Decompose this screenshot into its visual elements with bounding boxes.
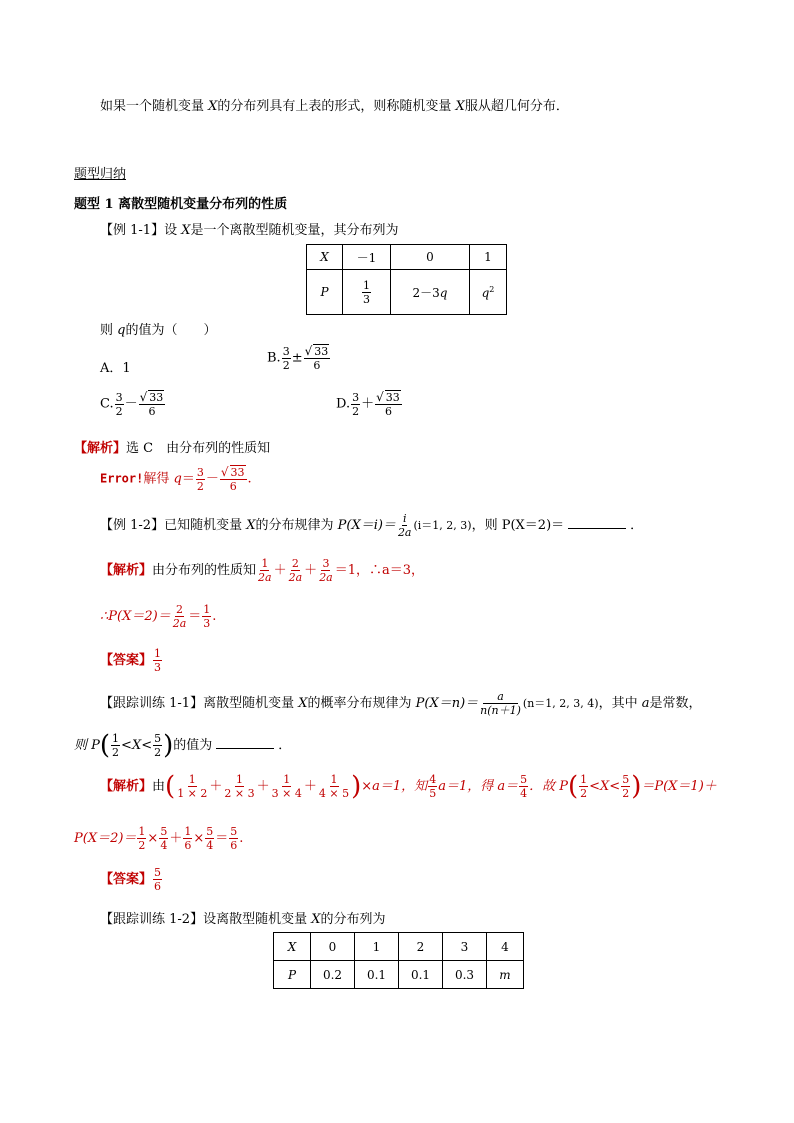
answer-label: 【答案】 [100,653,153,668]
option-c [100,390,166,418]
var-x: X [311,912,321,927]
operator: － [124,396,138,412]
var-a: a [641,696,650,711]
example-1-1-statement [100,219,399,238]
solution-label: 【解析】 [74,441,127,456]
denominator: 3 [363,292,370,306]
training-label: 【跟踪训练 1-1】 [100,696,204,711]
radicand: 33 [314,345,329,358]
text: ，其中 [598,696,642,711]
table-cell: 0.2 [311,961,355,989]
text: ，则 P(X＝2)＝ [471,518,565,533]
option-label: C. [100,396,114,412]
text: ＝P(X＝1)＋ [641,779,717,794]
text: a＝1，得 a＝ [438,779,519,794]
fraction [351,391,360,418]
denominator: n(n＋1) [480,704,521,717]
numerator: a [483,690,518,704]
fraction [282,345,291,372]
intro-text-a: 如果一个随机变量 [100,99,209,114]
fraction [362,279,371,306]
fraction [220,465,247,493]
distribution-table-2 [273,932,524,989]
training-label: 【跟踪训练 1-2】 [100,912,204,927]
fraction [479,690,522,717]
expr: P(X＝i)＝ [337,518,396,533]
numerator: √ 33 [304,344,329,358]
operator: ＝ [181,471,195,487]
solution-1-2-result: ∴P(X＝2)＝ $\frac{2}{2a}$ ＝ $\frac{1}{3}$ . [100,603,217,630]
table-cell: 0.1 [355,961,399,989]
period: . [247,471,252,487]
numerator: 3 [196,465,204,479]
example-label: 【例 1-2】 [100,518,165,533]
fraction [375,390,402,418]
var-x: X [246,518,256,533]
text: 的概率分布规律为 [307,696,416,711]
fraction [153,647,162,674]
denominator: 6 [384,405,392,418]
var-q: q [439,285,448,300]
denominator: 3 × 4 [271,787,302,800]
fraction: $\frac{2}{2a}$ [288,557,303,584]
table-cell: m [487,961,524,989]
table-cell: 2 [399,933,443,961]
text: 则 [100,323,118,338]
table-cell: 1 [355,933,399,961]
table-cell: 3 [443,933,487,961]
training-1-1-statement [100,690,702,717]
numerator: 3 [282,344,290,358]
option-label: B. [267,350,281,366]
fraction [304,344,331,372]
solution-1-1-training-line2: P(X＝2)＝ $\frac{1}{2}$ × $\frac{5}{4}$ ＋ $\frac{1}{6}$ × $\frac{5}{4}$ ＝ $\frac{5}{6}$ . [74,825,244,852]
denominator: 2 [282,358,290,372]
range: (n＝1, 2, 3, 4) [522,697,599,710]
fraction: $\frac{5}{2}$ [154,732,162,759]
numerator: 3 [352,390,360,404]
denominator: 6 [229,480,237,493]
text: ． [630,518,644,533]
example-1-1-question [100,319,216,338]
text: ．故 P [529,779,568,794]
expr: 2－3 [412,285,440,300]
fraction: $\frac{2}{2a}$ [172,603,187,630]
operator: － [205,471,219,487]
radicand: 33 [385,391,400,404]
text: 的分布列为 [320,912,386,927]
numerator: 5 [154,866,162,879]
text: 由 [152,779,166,794]
text: 则 P [74,738,100,753]
numerator: 3 [115,390,123,404]
expr: ∴P(X＝2)＝ [100,609,171,624]
table-cell: 1 [470,245,507,270]
section-title: 题型归纳 [74,167,127,182]
text: ＝1，∴a＝3， [334,563,425,578]
table-cell: P [274,961,311,989]
answer-label: 【答案】 [100,872,153,887]
numerator: 4 [429,773,437,786]
denominator: 2 [352,404,360,418]
table-cell: 0.3 [443,961,487,989]
fraction [196,466,205,493]
answer-training-1-1 [100,866,163,893]
numerator: 5 [520,773,528,786]
training-1-2-statement [100,908,386,927]
operator: ± [291,350,303,366]
text: 选 C 由分布列的性质知 [126,441,271,456]
text: 由分布列的性质知 [152,563,257,578]
denominator: 2 [196,479,204,493]
fraction: $\frac{1}{2}$ [112,732,120,759]
sum-expr: $\frac{1}{2a}$ ＋ $\frac{2}{2a}$ ＋ $\frac{3}{2a}$ [258,557,333,584]
example-label: 【例 1-1】 [100,223,165,238]
text: 已知随机变量 [164,518,247,533]
text: 设离散型随机变量 [203,912,312,927]
text: 是常数， [649,696,702,711]
denominator: 6 [154,880,162,893]
type1-title: 题型 1 离散型随机变量分布列的性质 [74,197,288,212]
denominator: 4 × 5 [318,787,350,800]
denominator: 6 [148,405,156,418]
numerator: i [402,512,407,525]
text: 的分布规律为 [255,518,338,533]
fraction [139,390,166,418]
text: 是一个离散型随机变量，其分布列为 [190,223,399,238]
solution-label: 【解析】 [100,563,153,578]
var-x: X [208,99,218,114]
solution-1-1 [74,437,270,456]
answer-blank [568,518,626,529]
example-1-2-statement [100,512,643,539]
solution-1-1-training [100,773,717,800]
training-1-1-line2: 则 P( $\frac{1}{2}$ <X< $\frac{5}{2}$ )的值为 ． [74,730,292,761]
expr: P(X＝n)＝ [415,696,479,711]
exponent: 2 [489,284,495,294]
solution-1-2 [100,557,424,584]
option-label: D. [336,396,351,412]
sum-expr: ( $\frac{1}{1 \times 2}$ ＋ $\frac{1}{2 \times 3}$ ＋ $\frac{1}{3 \times 4}$ ＋ $\frac{1}{4 \times 5}$ )×a＝1，知 $\frac{4}{5}$ a＝1，得 a＝ $\frac{5}{4}$ ．故 P( $\frac{1}{2}$ <X< $\frac{5}{2}$ )＝P(X＝1)＋ [165,771,717,802]
text: P(X＝2)＝ [74,831,137,846]
text: ． [278,738,292,753]
radicand: 33 [149,391,164,404]
range: (i＝1, 2, 3) [413,519,472,532]
numerator: √ 33 [376,390,400,404]
operator: ＋ [361,396,375,412]
text: 解得 [143,471,174,487]
table-cell: 0.1 [399,961,443,989]
denominator: 2a [397,526,412,539]
table-cell [391,270,470,315]
intro-text-c: 服从超几何分布． [464,99,569,114]
answer-1-2 [100,647,163,674]
denominator: 2 × 3 [224,787,255,800]
table-cell: 0 [391,245,470,270]
intro-paragraph [100,95,569,114]
denominator: 4 [520,787,528,800]
var-q: q [173,471,182,487]
var-q: q [481,285,490,300]
solution-1-1-result [100,465,252,493]
denominator: 1 × 2 [177,787,208,800]
table-cell: 0 [311,933,355,961]
numerator: 1 [154,647,162,660]
var-x: X [455,99,465,114]
option-a: A．1 [100,361,131,376]
denominator: 2 [115,404,123,418]
text: 离散型随机变量 [203,696,299,711]
option-d [336,390,403,418]
table-cell: P [307,270,343,315]
fraction [153,866,162,893]
numerator: √ 33 [139,390,164,404]
denominator: 3 [154,661,162,674]
table-cell: X [307,245,343,270]
intro-text-b: 的分布列具有上表的形式，则称随机变量 [217,99,456,114]
table-cell: 4 [487,933,524,961]
table-cell: －1 [343,245,391,270]
fraction [428,773,437,800]
fraction [115,391,124,418]
var-x: X [298,696,308,711]
text: 的值为（ ） [125,323,217,338]
text: 的值为 [173,738,213,753]
fraction: $\frac{1}{2a}$ [258,557,272,584]
numerator: √ 33 [220,465,245,479]
radicand: 33 [230,466,245,479]
table-cell [343,270,391,315]
answer-blank [216,738,274,749]
text: 设 [164,223,182,238]
table-cell: X [274,933,311,961]
denominator: 5 [429,787,437,800]
fraction [519,773,528,800]
text: ×a＝1，知 [361,779,428,794]
option-b [267,344,331,372]
denominator: 6 [313,359,321,372]
numerator: 1 [363,278,370,292]
table-cell [470,270,507,315]
var-x: X [181,223,191,238]
solution-label: 【解析】 [100,779,153,794]
fraction: $\frac{3}{2a}$ [319,557,333,584]
error-text: Error! [100,471,144,486]
fraction [397,512,413,539]
var-q: q [117,323,126,338]
distribution-table-1 [306,244,507,315]
fraction: $\frac{1}{3}$ [203,603,211,630]
